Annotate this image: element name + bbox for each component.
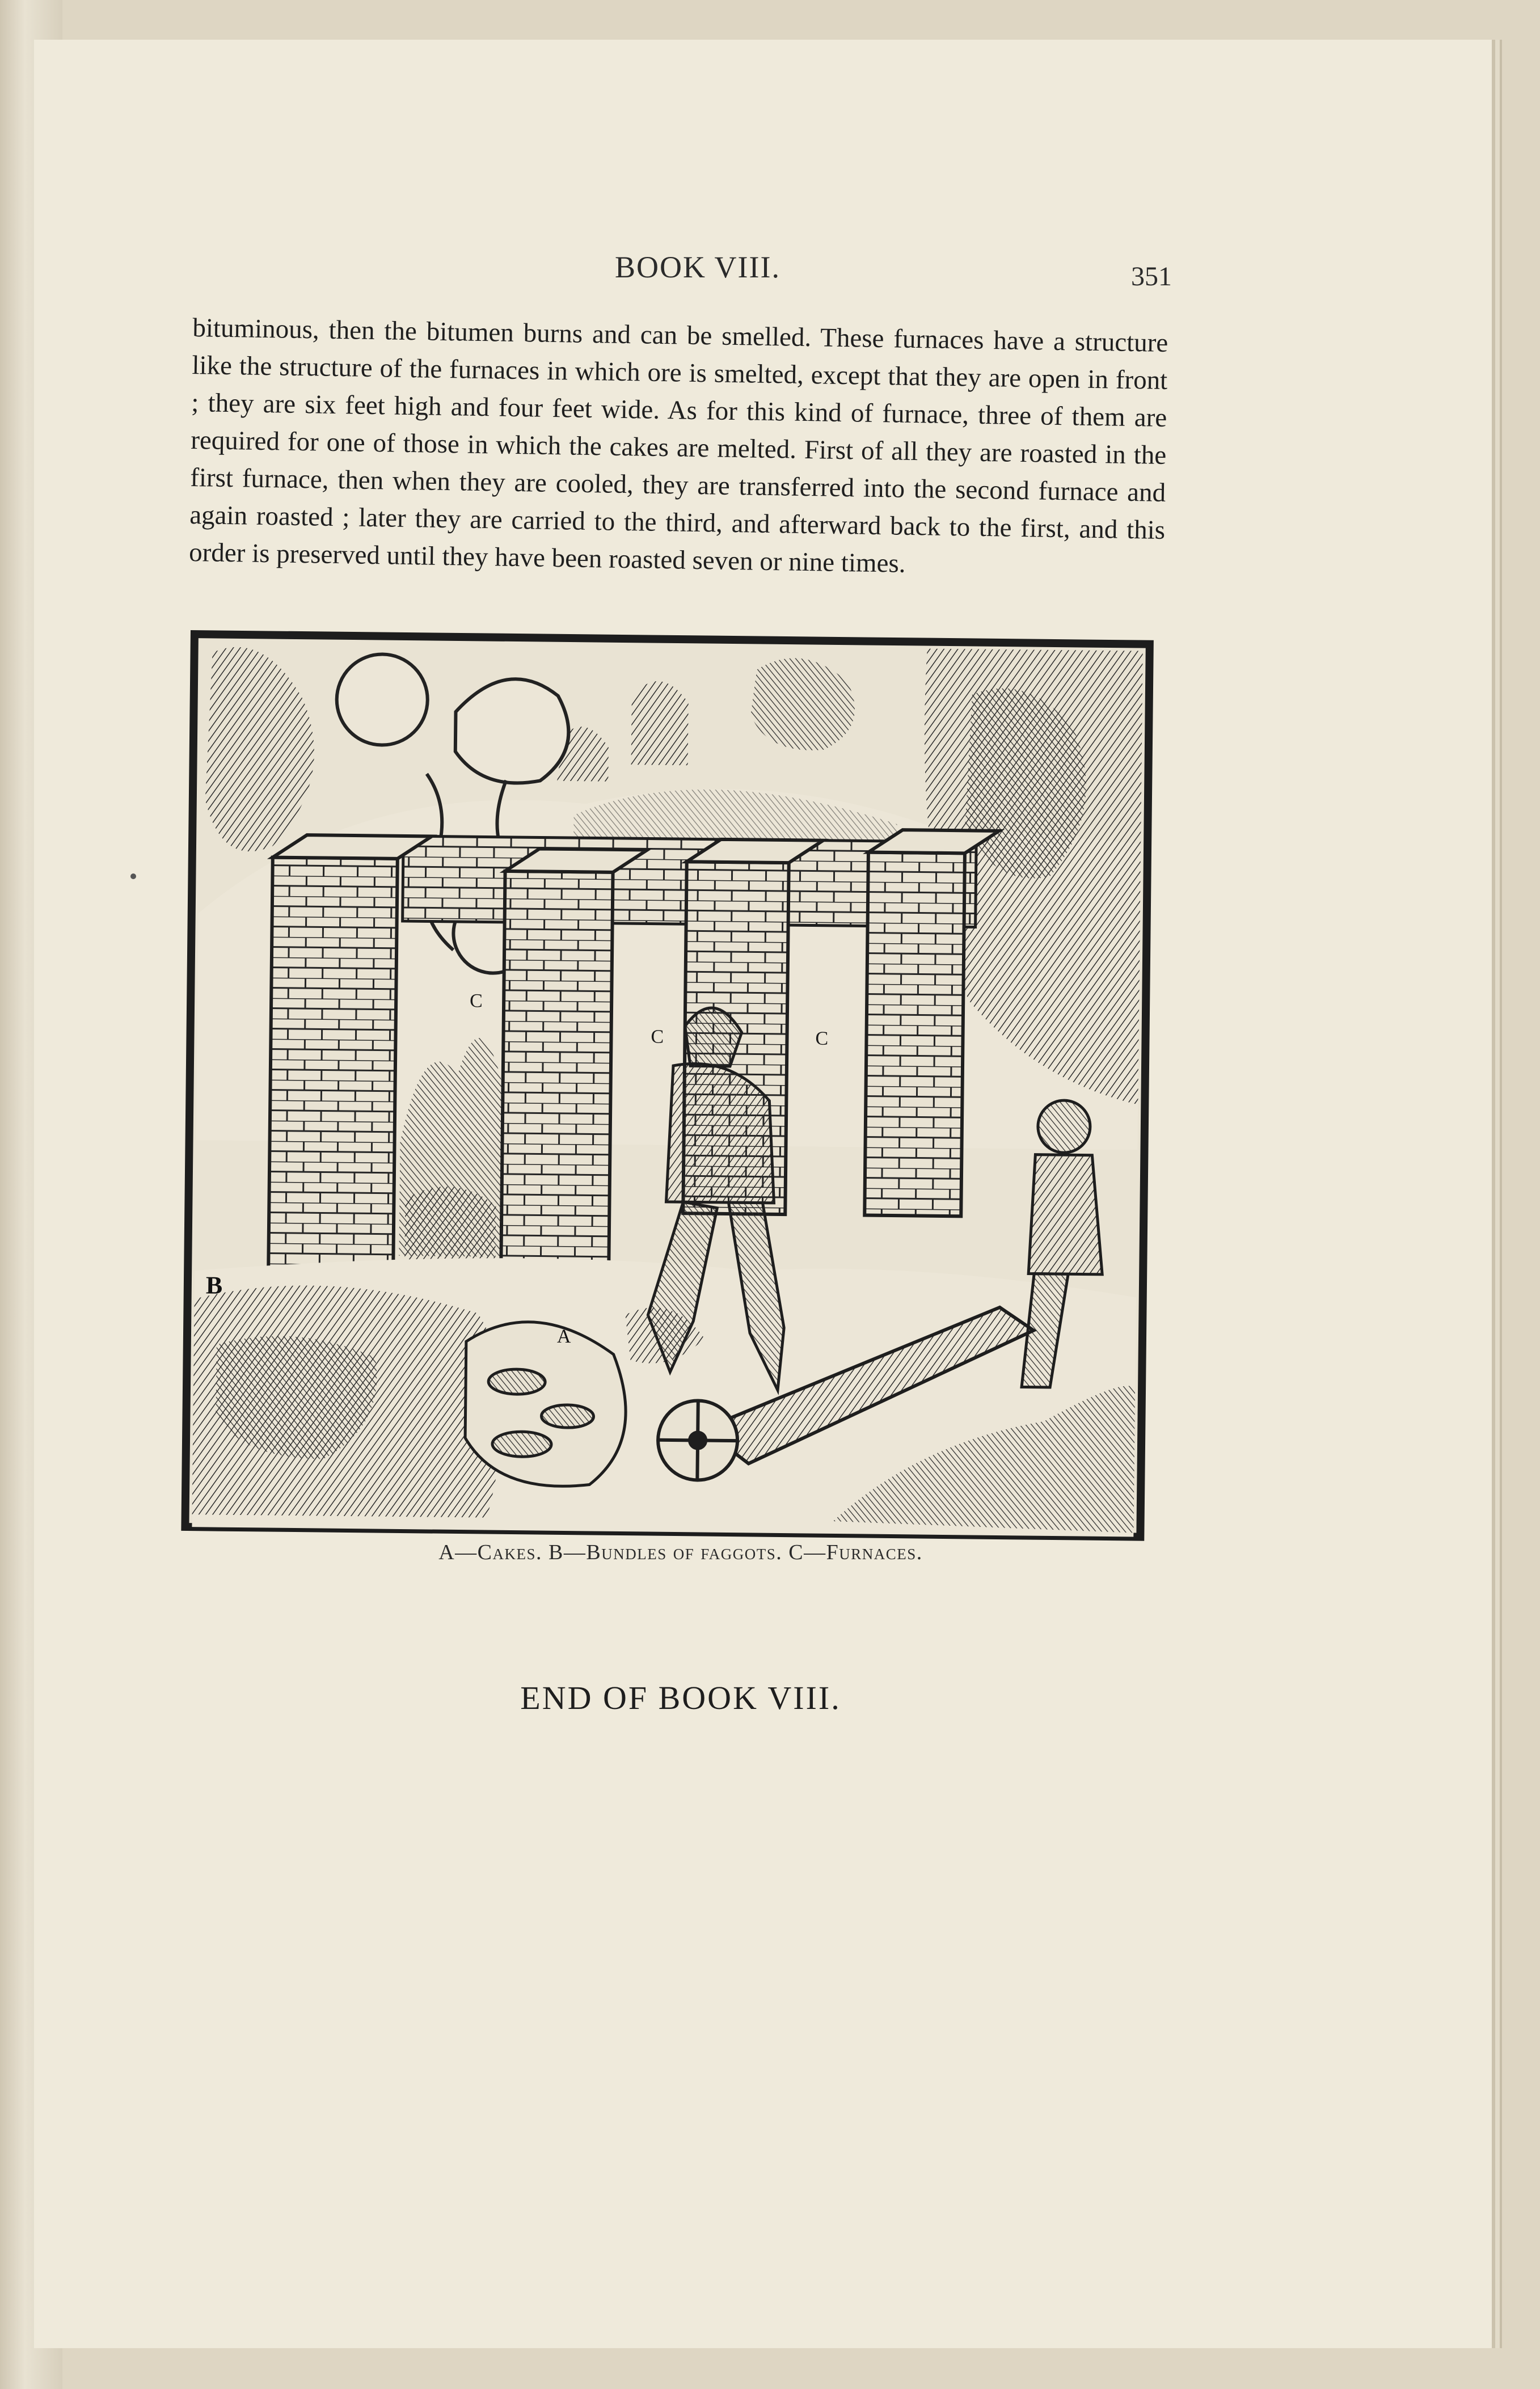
label-c-third: C [815,1028,829,1049]
figure-caption: A—Cakes. B—Bundles of faggots. C—Furnaces. [438,1540,923,1564]
body-text [189,309,1168,586]
ink-speck [130,873,136,879]
label-a: A [556,1326,571,1348]
cakes-pile [465,1322,627,1487]
body-paragraph: bituminous, then the bitumen burns and can be smelled. These furnaces have a structure like the structure of the furnaces in which ore is smelted, except that they are open in front ; they are six feet high and four feet wide. As for this kind of furnace, three of them are required for one of those in which the cakes are melted. First of all they are roasted in the first furnace, then when they are cooled, they are transferred into the second furnace and again roasted ; later they are carried to the third, and afterward back to the first, and this order is preserved until they have been roasted seven or nine times. [188,313,1168,579]
end-of-book-note: END OF BOOK VIII. [520,1679,841,1716]
faggot-bundles [192,1284,504,1517]
label-b: B [205,1271,223,1299]
woodcut-illustration [180,630,1154,1542]
running-head: BOOK VIII. [615,250,780,284]
label-c-first: C [469,990,483,1012]
label-c-second: C [651,1026,664,1048]
page-number: 351 [1131,261,1172,292]
